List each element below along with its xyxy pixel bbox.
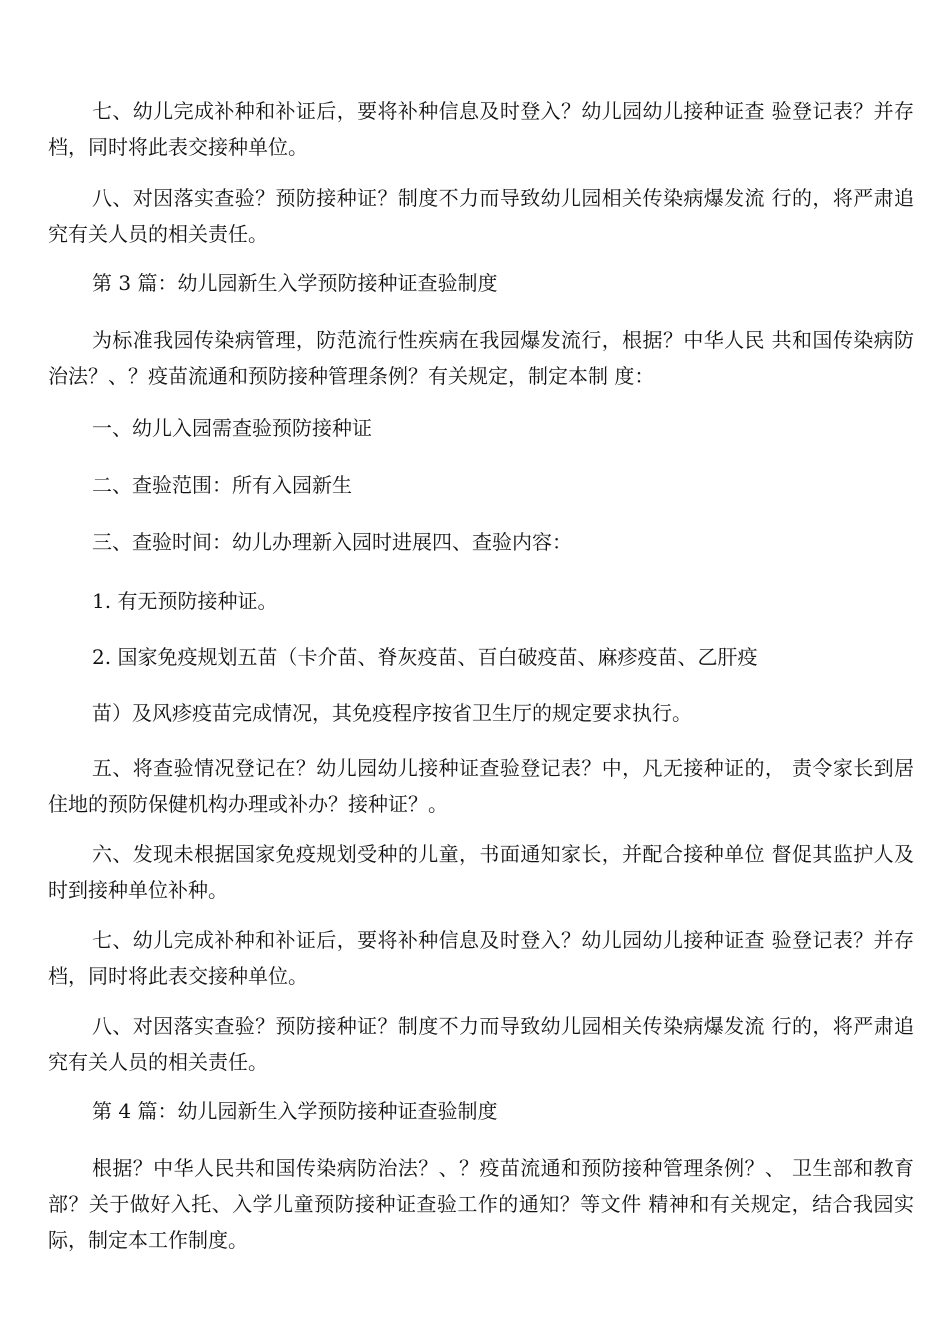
paragraph-subitem-2-continued: 苗）及风疹疫苗完成情况，其免疫程序按省卫生厅的规定要求执行。 bbox=[92, 701, 692, 725]
paragraph-item-3-4: 三、查验时间：幼儿办理新入园时进展四、查验内容： bbox=[92, 530, 572, 554]
paragraph-subitem-2: 2. 国家免疫规划五苗（卡介苗、脊灰疫苗、百白破疫苗、麻疹疫苗、乙肝疫 bbox=[92, 645, 758, 669]
section-heading-part-3: 第 3 篇：幼儿园新生入学预防接种证查验制度 bbox=[92, 271, 498, 295]
paragraph-item-6: 六、发现未根据国家免疫规划受种的儿童，书面通知家长，并配合接种单位 督促其监护人及时到接种单位补种。 bbox=[48, 842, 914, 902]
paragraph-item-1: 一、幼儿入园需查验预防接种证 bbox=[92, 416, 372, 440]
paragraph-7-supplement-record: 七、幼儿完成补种和补证后，要将补种信息及时登入？幼儿园幼儿接种证查 验登记表？并存档，同时将此表交接种单位。 bbox=[48, 99, 914, 159]
paragraph-item-8: 八、对因落实查验？预防接种证？制度不力而导致幼儿园相关传染病爆发流 行的，将严肃追究有关人员的相关责任。 bbox=[48, 1014, 914, 1074]
paragraph-item-5: 五、将查验情况登记在？幼儿园幼儿接种证查验登记表？中，凡无接种证的， 责令家长到居住地的预防保健机构办理或补办？接种证？。 bbox=[48, 756, 914, 816]
paragraph-intro-part-3: 为标准我园传染病管理，防范流行性疾病在我园爆发流行，根据？中华人民 共和国传染病防治法？、？疫苗流通和预防接种管理条例？有关规定，制定本制 度： bbox=[48, 328, 914, 388]
paragraph-item-7: 七、幼儿完成补种和补证后，要将补种信息及时登入？幼儿园幼儿接种证查 验登记表？并存档，同时将此表交接种单位。 bbox=[48, 928, 914, 988]
paragraph-item-2: 二、查验范围：所有入园新生 bbox=[92, 473, 352, 497]
paragraph-8-accountability: 八、对因落实查验？预防接种证？制度不力而导致幼儿园相关传染病爆发流 行的，将严肃追究有关人员的相关责任。 bbox=[48, 186, 914, 246]
section-heading-part-4: 第 4 篇：幼儿园新生入学预防接种证查验制度 bbox=[92, 1099, 498, 1123]
paragraph-intro-part-4: 根据？中华人民共和国传染病防治法？、？疫苗流通和预防接种管理条例？、 卫生部和教育部？关于做好入托、入学儿童预防接种证查验工作的通知？等文件 精神和有关规定，结合我园实际，制定本工作制度。 bbox=[48, 1156, 914, 1252]
paragraph-subitem-1: 1. 有无预防接种证。 bbox=[92, 589, 278, 613]
